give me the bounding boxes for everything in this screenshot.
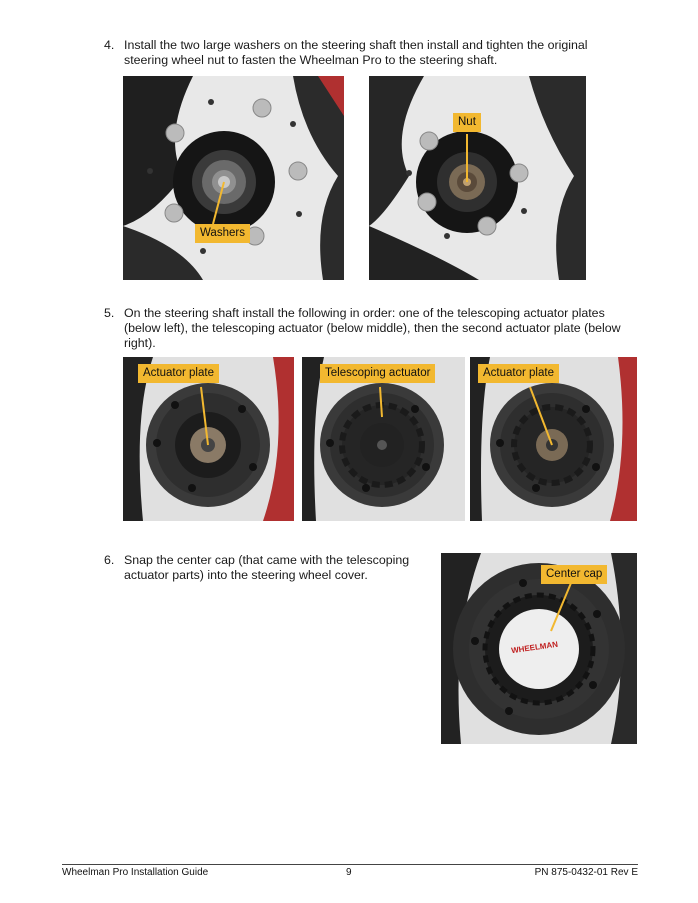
step-number: 6. bbox=[104, 553, 115, 567]
photo-actuator-plate-left bbox=[123, 357, 294, 521]
step-number: 5. bbox=[104, 306, 115, 320]
footer-divider bbox=[62, 864, 638, 865]
actuator-plate-right-label: Actuator plate bbox=[478, 364, 559, 383]
actuator-plate-left-label: Actuator plate bbox=[138, 364, 219, 383]
step-text: On the steering shaft install the following in order: one of the telescoping actuator plates (below left), the telescoping actuator (below middle), then the second actuator plate (below right). bbox=[124, 306, 621, 350]
photo-washers bbox=[123, 76, 344, 280]
step-text: Snap the center cap (that came with the telescoping actuator parts) into the steering wheel cover. bbox=[124, 553, 410, 582]
photo-center-cap bbox=[441, 553, 637, 744]
page-number: 9 bbox=[346, 867, 352, 878]
photo-telescoping-actuator bbox=[302, 357, 465, 521]
photo-actuator-plate-right bbox=[470, 357, 637, 521]
photo-nut bbox=[369, 76, 586, 280]
nut-label: Nut bbox=[453, 113, 481, 132]
telescoping-actuator-label: Telescoping actuator bbox=[320, 364, 435, 383]
step-number: 4. bbox=[104, 38, 115, 52]
cap-brand-text: WHEELMAN bbox=[510, 639, 559, 656]
step-text: Install the two large washers on the steering shaft then install and tighten the original steering wheel nut to fasten the Wheelman Pro to the steering shaft. bbox=[124, 38, 588, 67]
washers-label: Washers bbox=[195, 224, 250, 243]
footer-title: Wheelman Pro Installation Guide bbox=[62, 867, 209, 878]
center-cap-label: Center cap bbox=[541, 565, 607, 584]
part-number: PN 875-0432-01 Rev E bbox=[534, 867, 638, 878]
